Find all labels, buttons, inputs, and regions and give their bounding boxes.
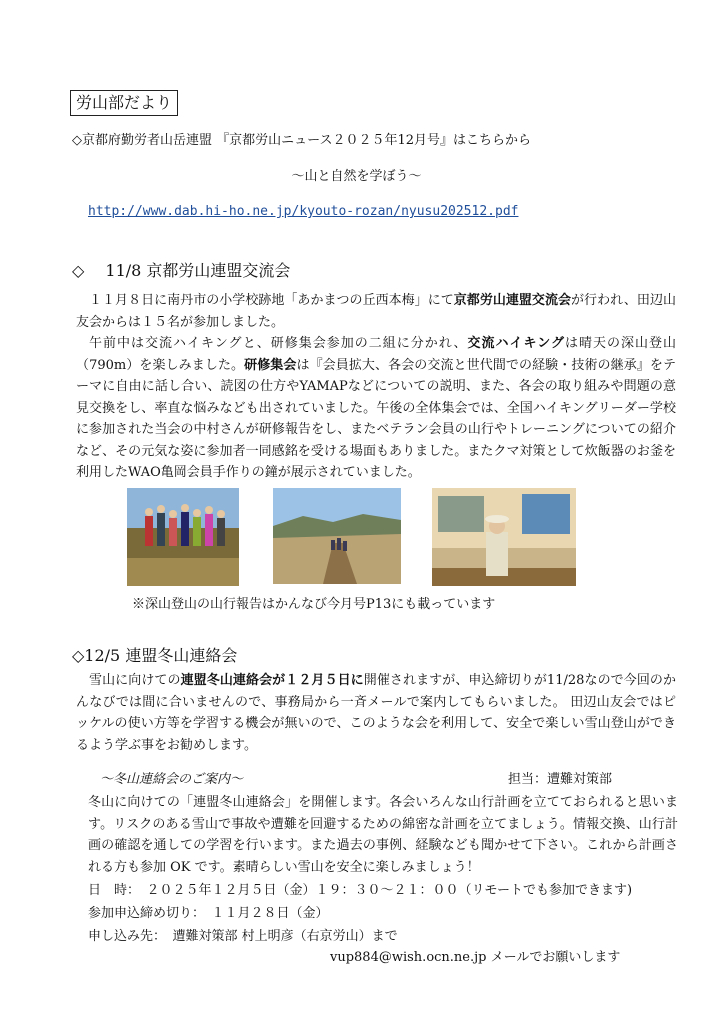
news-pdf-link[interactable]: http://www.dab.hi-ho.ne.jp/kyouto-rozan/nyusu202512.pdf <box>88 204 519 219</box>
photo-caption: ※深山登山の山行報告はかんなび今月号P13にも載っています <box>132 597 496 612</box>
section1-paragraph-1: １１月８日に南丹市の小学校跡地「あかまつの丘西本梅」にて京都労山連盟交流会が行われ、田辺山友会からは１５名が参加しました。 <box>76 293 676 330</box>
group-photo <box>127 488 239 586</box>
trail-photo <box>273 488 401 584</box>
section1-paragraph-2: 午前中は交流ハイキングと、研修集会参加の二組に分かれ、交流ハイキングは晴天の深山登山（790m）を楽しみました。研修集会は『会員拡大、各会の交流と世代間での経験・技術の継承』をテーマに自由に話し合い、読図の仕方やYAMAPなどについての説明、また、各会の取り組みや問題の意見交換をし、率直な悩みなども出されていました。午後の全体集会では、全国ハイキングリーダー学校に参加された当会の中村さんが研修報告をし、またベテラン会員の山行やトレーニングについての紹介など、その元気な姿に参加者一同感銘を受ける場面もありました。またクマ対策として炊飯器のお釜を利用したWAO亀岡会員手作りの鐘が展示されていました。 <box>76 336 676 480</box>
section2-heading: ◇12/5 連盟冬山連絡会 <box>72 646 238 665</box>
speaker-photo <box>432 488 576 586</box>
guide-title: ～冬山連絡会のご案内～ <box>100 772 244 787</box>
guide-body: 冬山に向けての「連盟冬山連絡会」を開催します。各会いろんな山行計画を立てておられると思います。リスクのある雪山で事故や遭難を回避するための綿密な計画を立てましょう。情報交換、山行計画の確認を通しての学習を行います。また過去の事例、経験なども聞かせて下さい。これから計画される方も参加 OK です。素晴らしい雪山を安全に楽しみましょう！ <box>88 795 678 875</box>
news-intro: ◇京都府勤労者山岳連盟 『京都労山ニュース２０２５年12月号』はこちらから <box>72 133 532 148</box>
section2-paragraph: 雪山に向けての連盟冬山連絡会が１２月５日に開催されますが、申込締切りが11/28なので今回のかんなびでは間に合いませんので、事務局から一斉メールで案内してもらいました。 田辺山友会ではピッケルの使い方等を学習する機会が無いので、このような会を利用して、安全で楽しい雪山登山ができるよう学ぶ事をお勧めします。 <box>76 673 676 753</box>
section1-heading: ◇ 11/8 京都労山連盟交流会 <box>72 261 291 280</box>
page-title: 労山部だより <box>70 90 178 116</box>
guide-owner: 担当：遭難対策部 <box>508 772 613 787</box>
event-date: 日 時： ２０２５年１２月５日（金）１９：３０～２１：００（リモートでも参加できます) <box>88 883 633 898</box>
slogan: ～山と自然を学ぼう～ <box>291 169 422 184</box>
contact-email[interactable]: vup884@wish.ocn.ne.jp メールでお願いします <box>330 950 621 965</box>
application-contact: 申し込み先： 遭難対策部 村上明彦（右京労山）まで <box>88 929 398 944</box>
section1-body <box>76 290 676 484</box>
section2-body <box>76 670 676 756</box>
application-deadline: 参加申込締め切り： １１月２８日（金） <box>88 906 329 921</box>
